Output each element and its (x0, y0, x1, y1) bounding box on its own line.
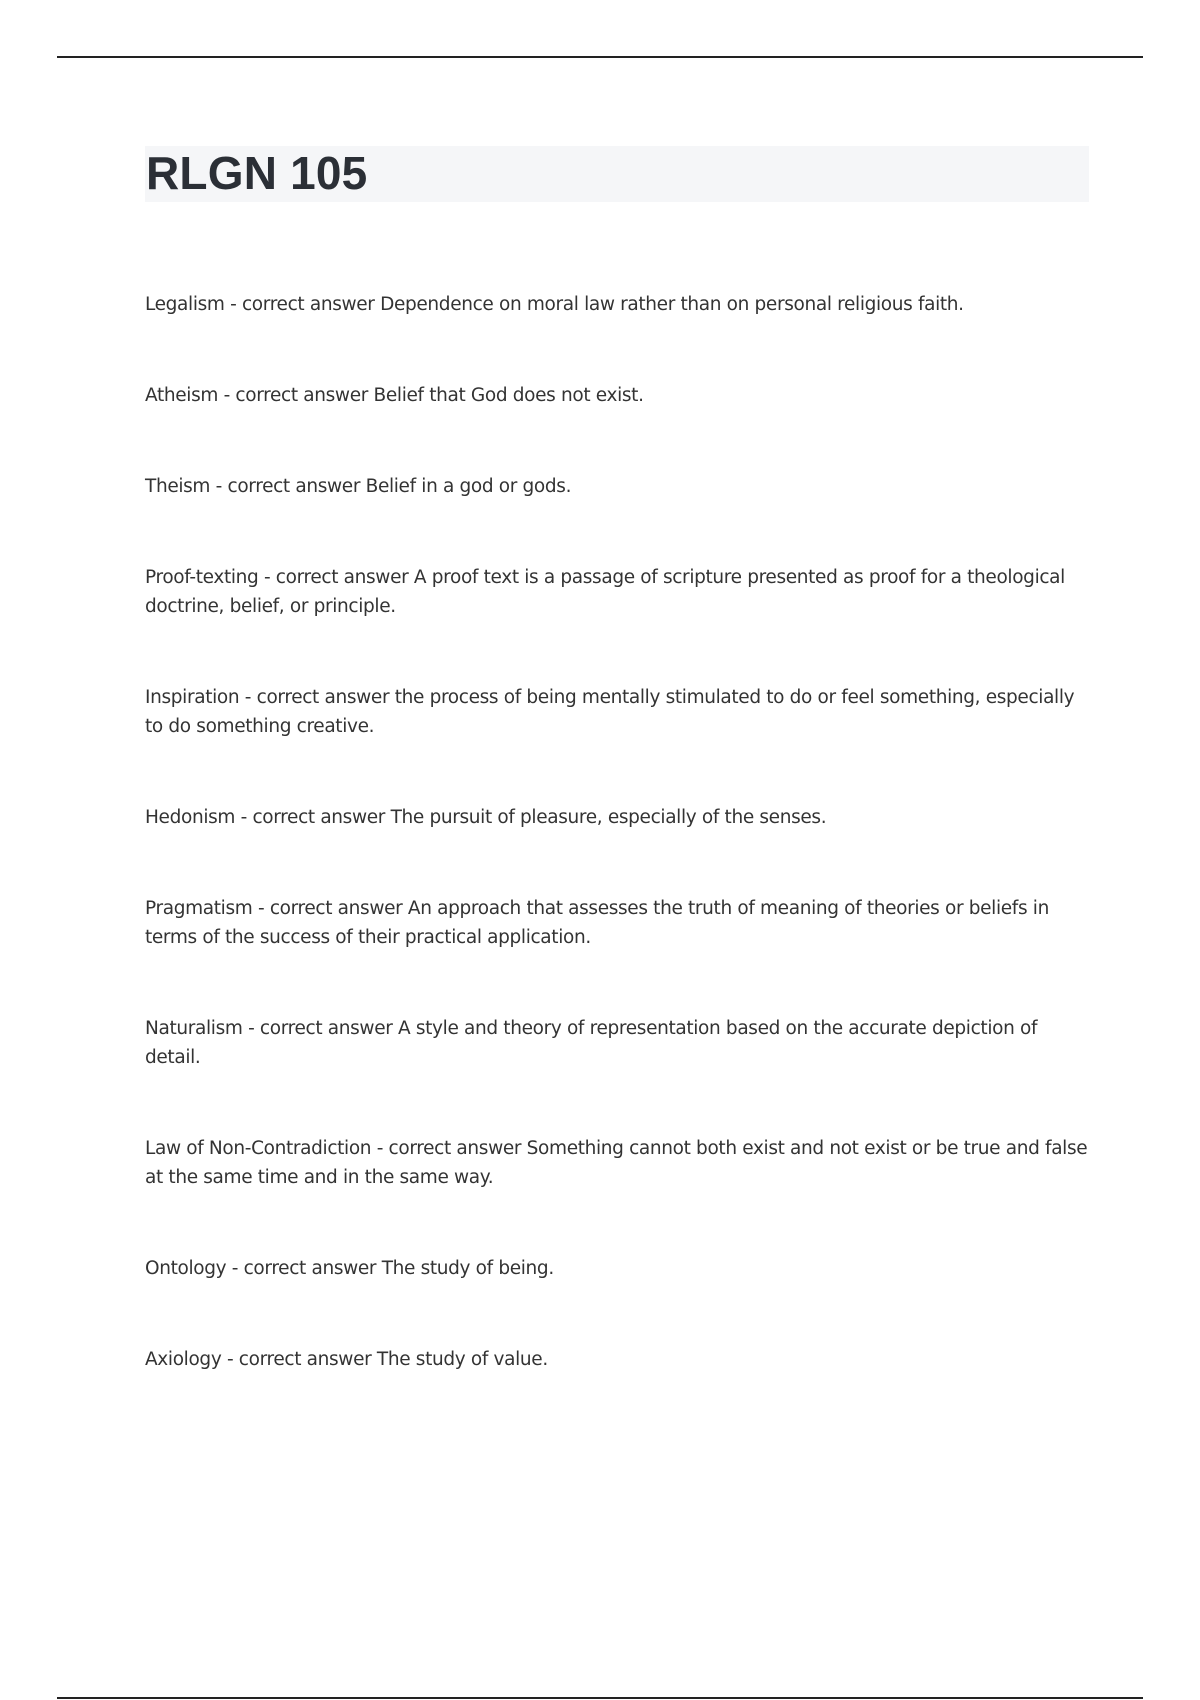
footer-rule (57, 1697, 1143, 1699)
flashcard-entry-theism: Theism - correct answer Belief in a god or gods. (145, 476, 572, 497)
header-rule (57, 56, 1143, 58)
flashcard-entry-inspiration: Inspiration - correct answer the process of being mentally stimulated to do or feel something, especially to do something creative. (145, 687, 1075, 737)
flashcard-entry-legalism: Legalism - correct answer Dependence on moral law rather than on personal religious faith. (145, 294, 964, 315)
flashcard-entry-pragmatism: Pragmatism - correct answer An approach that assesses the truth of meaning of theories or beliefs in terms of the success of their practical application. (145, 898, 1049, 948)
flashcard-entry-ontology: Ontology - correct answer The study of being. (145, 1258, 554, 1279)
flashcard-entry-hedonism: Hedonism - correct answer The pursuit of pleasure, especially of the senses. (145, 807, 827, 828)
flashcard-entry-atheism: Atheism - correct answer Belief that God does not exist. (145, 385, 644, 406)
flashcard-entry-naturalism: Naturalism - correct answer A style and theory of representation based on the accurate depiction of detail. (145, 1018, 1038, 1068)
page-title: RLGN 105 (146, 147, 368, 199)
flashcard-entry-law-of-non-contradiction: Law of Non-Contradiction - correct answer Something cannot both exist and not exist or be true and false at the same time and in the same way. (145, 1138, 1088, 1188)
flashcard-list (145, 290, 1090, 1436)
flashcard-entry-axiology: Axiology - correct answer The study of value. (145, 1349, 548, 1370)
flashcard-entry-proof-texting: Proof-texting - correct answer A proof text is a passage of scripture presented as proof for a theological doctrine, belief, or principle. (145, 567, 1065, 617)
